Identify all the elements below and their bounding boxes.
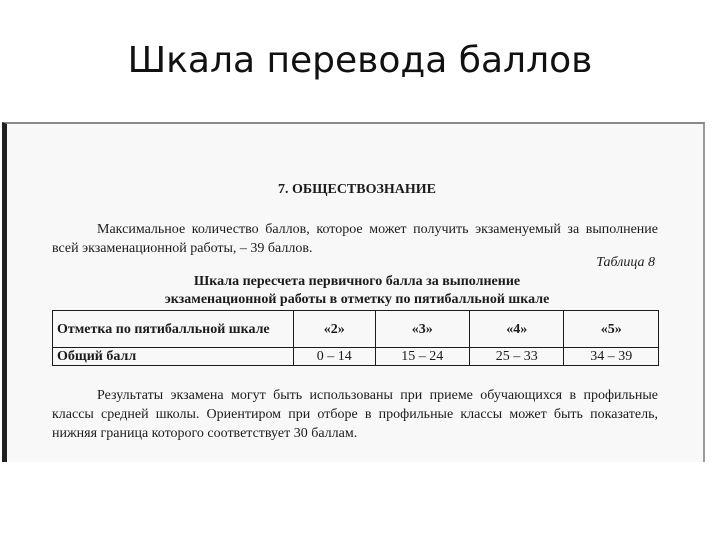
range-5-cell: 34 – 39 [564, 348, 659, 366]
table-row [53, 311, 659, 348]
results-paragraph: Результаты экзамена могут быть использованы при приеме обучающихся в профильные классы средней школы. Ориентиром при отборе в профильные классы может быть показатель, нижняя граница которого соответствует 30 баллам. [52, 388, 658, 441]
table-title-line-1: Шкала пересчета первичного балла за выполнение [193, 274, 521, 289]
table-reference: Таблица 8 [596, 255, 655, 270]
row-label-total-score: Общий балл [53, 348, 294, 366]
table-title-line-2: экзаменационной работы в отметку по пятибалльной шкале [164, 292, 550, 307]
table-title [52, 273, 662, 309]
score-conversion-table [52, 310, 659, 366]
scanned-document [2, 122, 705, 462]
range-3-cell: 15 – 24 [375, 348, 469, 366]
intro-paragraph: Максимальное количество баллов, которое может получить экзаменуемый за выполнение всей экзаменационной работы, – 39 баллов. [52, 222, 658, 256]
grade-5-cell: «5» [564, 311, 659, 348]
grade-4-cell: «4» [470, 311, 564, 348]
grade-3-cell: «3» [375, 311, 469, 348]
range-2-cell: 0 – 14 [294, 348, 376, 366]
section-title: 7. ОБЩЕСТВОЗНАНИЕ [277, 182, 437, 197]
slide-title: Шкала перевода баллов [127, 40, 593, 81]
row-label-grade: Отметка по пятибалльной шкале [53, 311, 294, 348]
table-row [53, 348, 659, 366]
grade-2-cell: «2» [294, 311, 376, 348]
range-4-cell: 25 – 33 [470, 348, 564, 366]
